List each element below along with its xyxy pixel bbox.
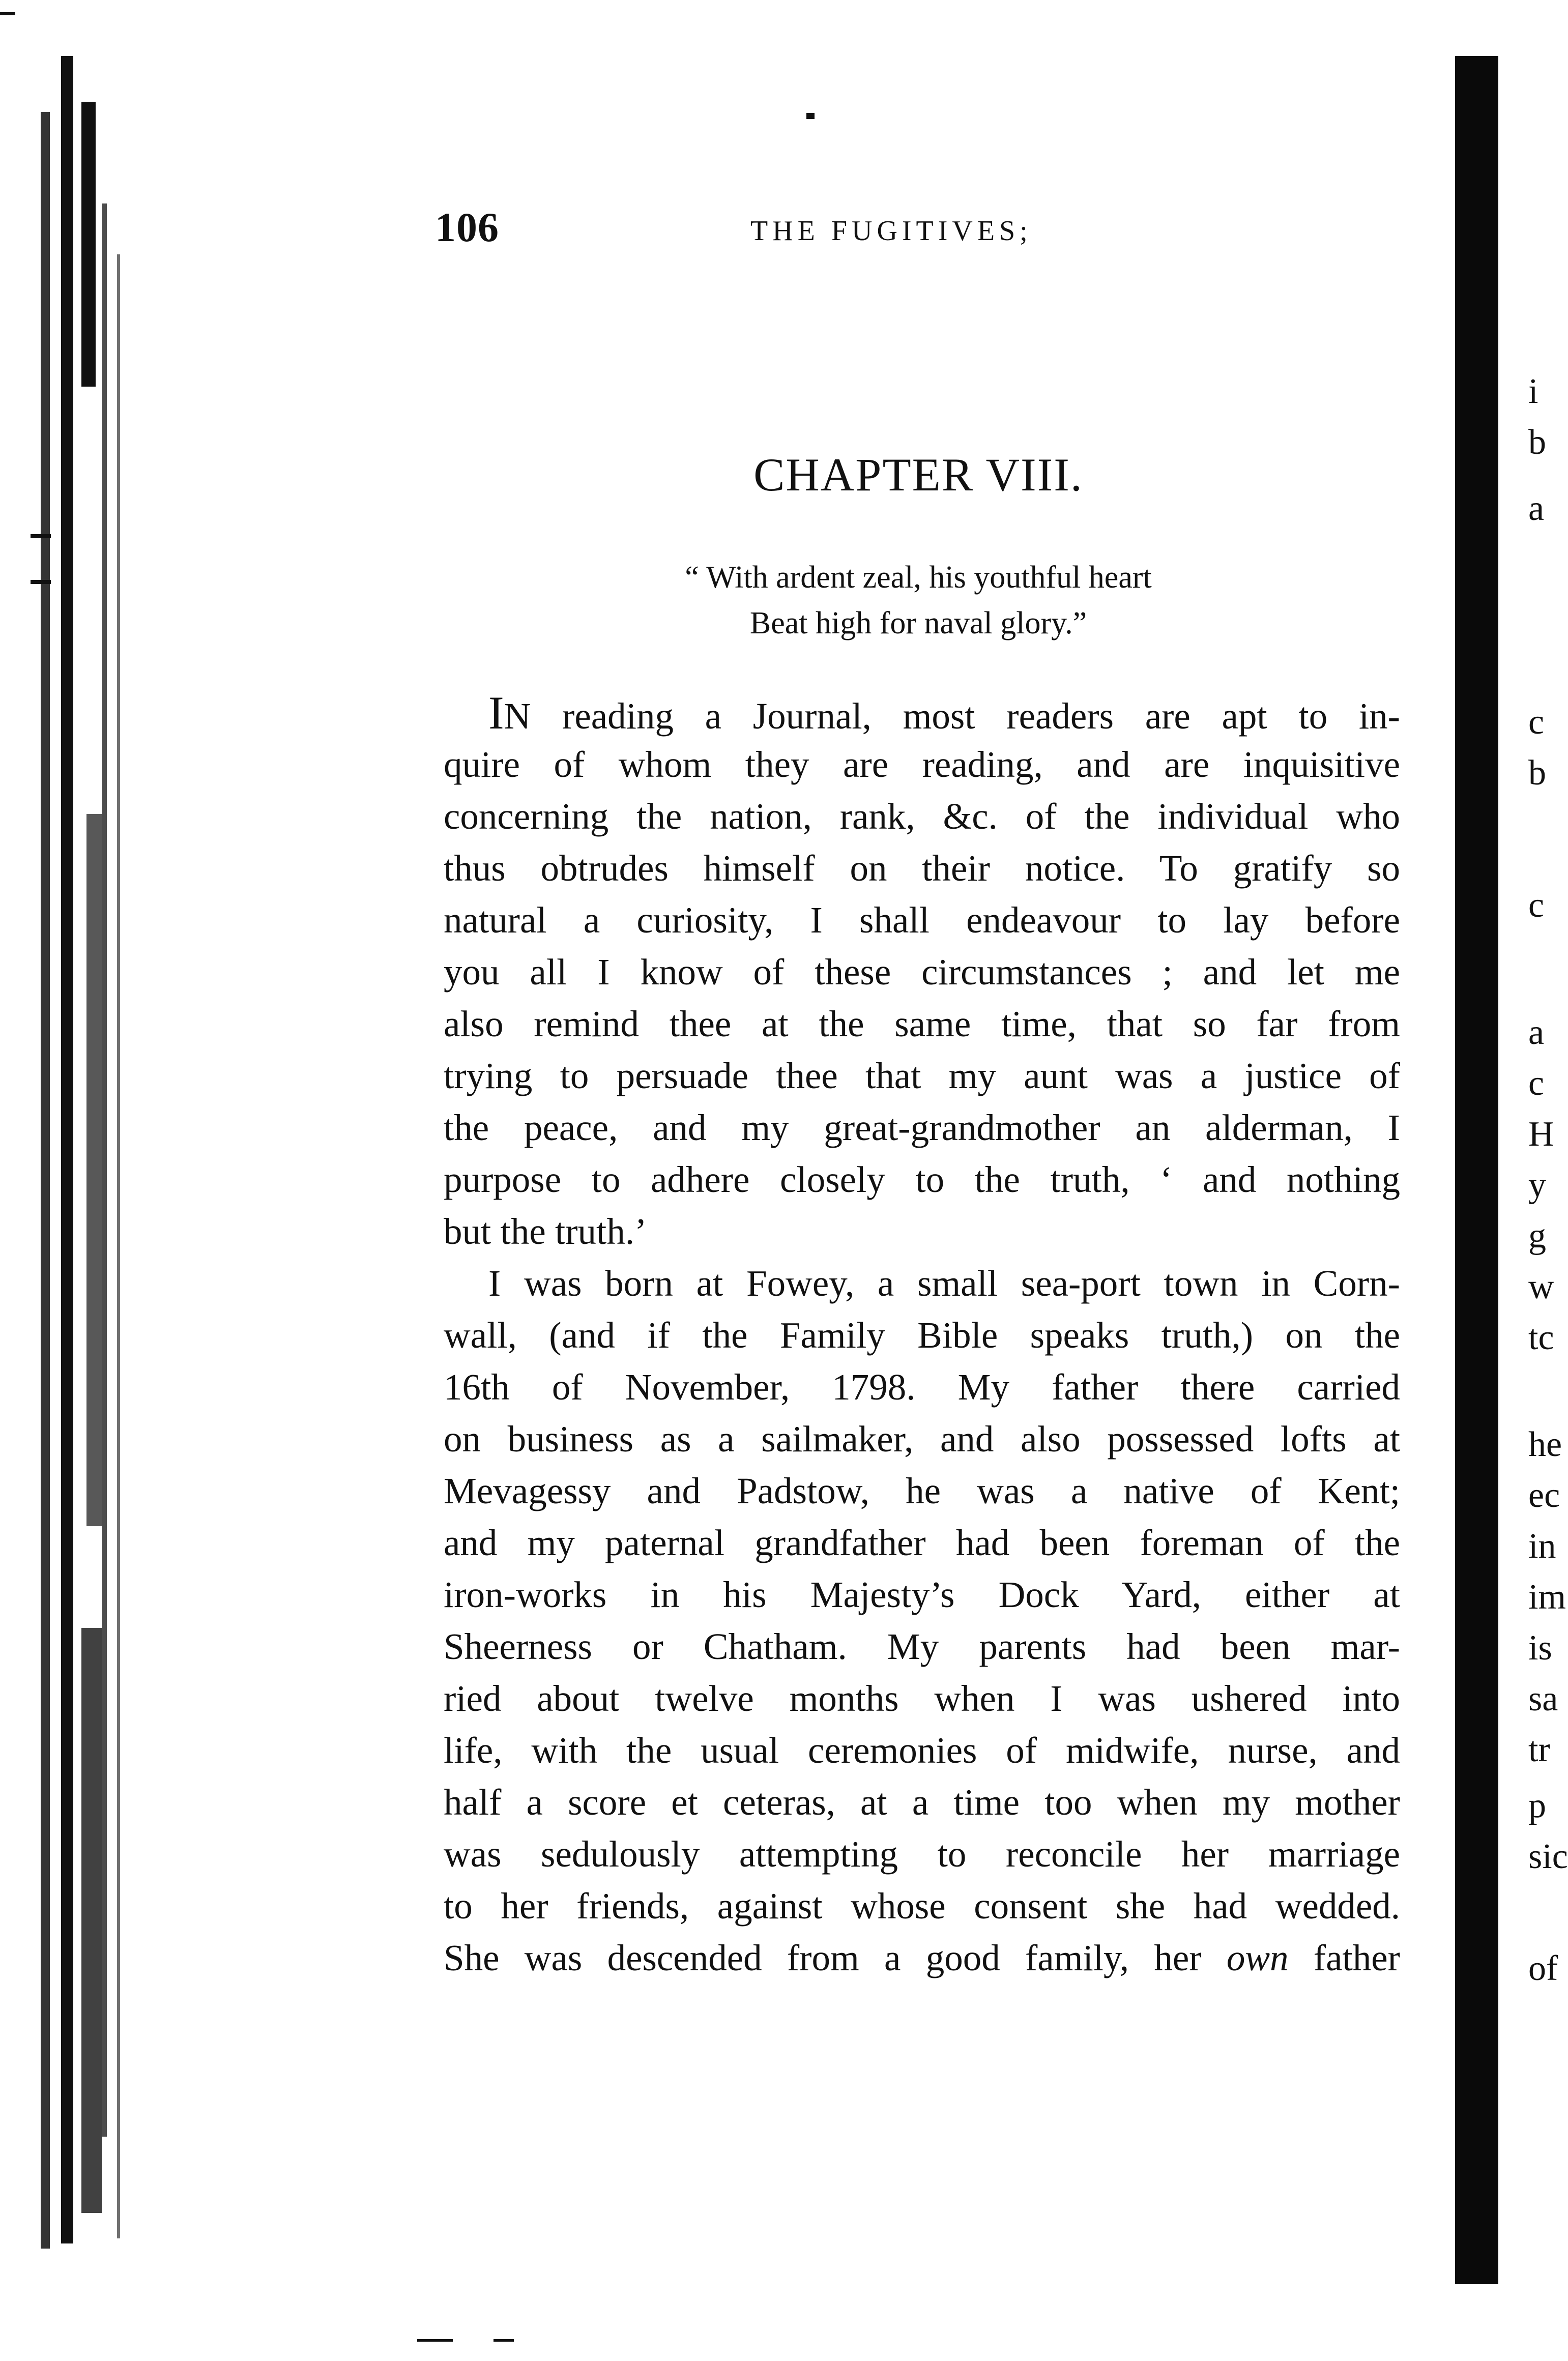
body-text (444, 687, 1400, 1984)
text-line: quire of whom they are reading, and are inquisitive (444, 744, 1400, 785)
text-line: life, with the usual ceremonies of midwife, nurse, and (444, 1730, 1400, 1771)
fragment: g (1528, 1216, 1546, 1256)
text-line: 16th of November, 1798. My father there carried (444, 1366, 1400, 1408)
scan-gutter-left (31, 51, 137, 2269)
epigraph-line: Beat high for naval glory.” (749, 606, 1087, 640)
fragment: tc (1528, 1318, 1554, 1357)
stray-mark-bottom (417, 2339, 453, 2342)
text-line: trying to persuade thee that my aunt was a justice of (444, 1055, 1400, 1096)
fragment: tr (1528, 1730, 1550, 1769)
fragment: im (1528, 1578, 1566, 1617)
paragraph (444, 687, 1400, 1258)
fragment: p (1528, 1786, 1546, 1825)
text-line: also remind thee at the same time, that so far from (444, 1003, 1400, 1044)
text-line: iron-works in his Majesty’s Dock Yard, either at (444, 1574, 1400, 1615)
fragment: in (1528, 1527, 1556, 1566)
drop-initial: I (488, 687, 504, 739)
fragment: of (1528, 1949, 1558, 1988)
paragraph (444, 1258, 1400, 1984)
fragment: sa (1528, 1679, 1558, 1718)
fragment: H (1528, 1115, 1554, 1154)
text-line: ried about twelve months when I was ushered into (444, 1678, 1400, 1719)
text-line: and my paternal grandfather had been foreman of the (444, 1522, 1400, 1563)
fragment: b (1528, 753, 1546, 793)
fragment: ec (1528, 1476, 1560, 1515)
fragment: c (1528, 1064, 1545, 1103)
chapter-title: CHAPTER VIII. (753, 449, 1083, 501)
fragment: y (1528, 1165, 1546, 1205)
text-line: Mevagessy and Padstow, he was a native of Kent; (444, 1470, 1400, 1511)
fragment: a (1528, 1013, 1545, 1052)
running-title: THE FUGITIVES; (750, 215, 1032, 247)
text-line: to her friends, against whose consent she had wedded. (444, 1885, 1400, 1927)
text-line: concerning the nation, rank, &c. of the individual who (444, 796, 1400, 837)
stray-mark-bottom-2 (493, 2339, 514, 2342)
small-caps: N (504, 695, 531, 737)
text-line: natural a curiosity, I shall endeavour to lay before (444, 899, 1400, 941)
fragment: c (1528, 886, 1545, 925)
text-line: was sedulously attempting to reconcile her marriage (444, 1833, 1400, 1875)
text-line: IN reading a Journal, most readers are apt to in- (488, 687, 1400, 739)
fragment: a (1528, 489, 1545, 528)
fragment: he (1528, 1425, 1562, 1464)
running-header (435, 203, 1402, 265)
stray-mark-top (806, 113, 815, 119)
text-line: on business as a sailmaker, and also possessed lofts at (444, 1418, 1400, 1460)
text-line: Sheerness or Chatham. My parents had been mar- (444, 1626, 1400, 1667)
epigraph (435, 555, 1402, 646)
text-line: She was descended from a good family, her own father (444, 1937, 1400, 1978)
text-line: but the truth.’ (444, 1211, 647, 1252)
fragment: sic (1528, 1837, 1568, 1876)
facing-page-fragments (1526, 0, 1568, 2361)
text-line: thus obtrudes himself on their notice. To gratify so (444, 848, 1400, 889)
text-line: the peace, and my great-grandmother an alderman, I (444, 1107, 1400, 1148)
text-line: you all I know of these circumstances ; and let me (444, 951, 1400, 993)
fragment: b (1528, 423, 1546, 462)
text-line: I was born at Fowey, a small sea-port town in Corn- (488, 1263, 1400, 1304)
text-line: purpose to adhere closely to the truth, ‘ and nothing (444, 1159, 1400, 1200)
fragment: is (1528, 1628, 1552, 1668)
text-line: half a score et ceteras, at a time too when my mother (444, 1782, 1400, 1823)
text-line: wall, (and if the Family Bible speaks truth,) on the (444, 1315, 1400, 1356)
stray-mark-top-left (0, 12, 15, 15)
scan-edge-right (1455, 56, 1498, 2284)
italic-word: own (1226, 1937, 1289, 1978)
page-number: 106 (435, 204, 499, 250)
fragment: c (1528, 703, 1545, 742)
fragment: i (1528, 372, 1538, 411)
fragment: w (1528, 1267, 1554, 1306)
epigraph-line: “ With ardent zeal, his youthful heart (685, 560, 1152, 595)
